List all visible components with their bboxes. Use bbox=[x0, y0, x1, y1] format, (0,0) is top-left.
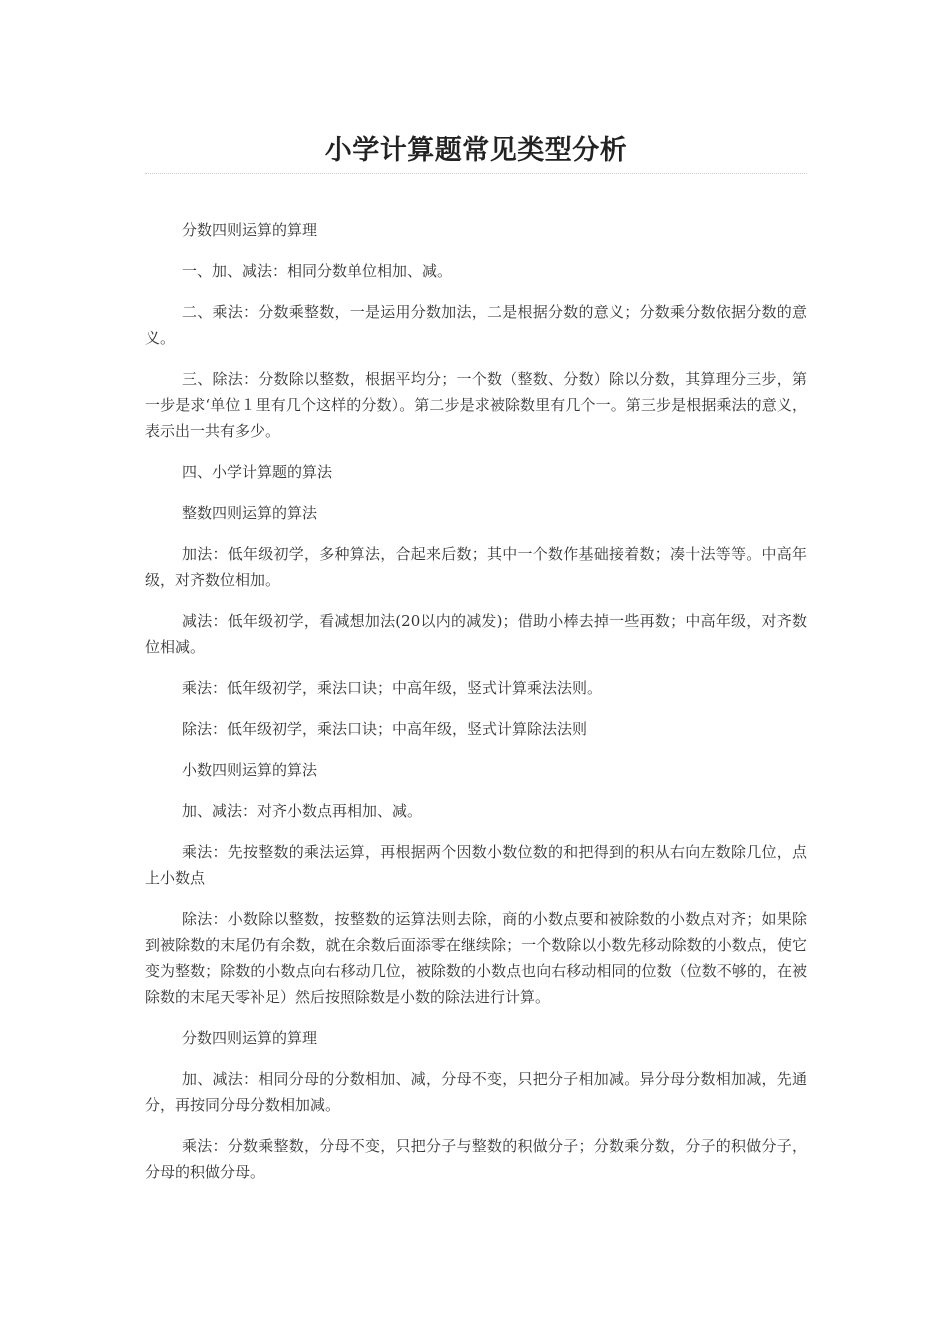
document-title: 小学计算题常见类型分析 bbox=[324, 135, 628, 166]
paragraph: 一、加、减法：相同分数单位相加、减。 bbox=[182, 262, 453, 280]
paragraph: 加、减法：对齐小数点再相加、减。 bbox=[182, 802, 423, 820]
paragraph: 除法：小数除以整数，按整数的运算法则去除，商的小数点要和被除数的小数点对齐；如果除到被除数的末尾仍有余数，就在余数后面添零在继续除；一个数除以小数先移动除数的小数点，使它变为整数；除数的小数点向右移动几位，被除数的小数点也向右移动相同的位数（位数不够的，在被除数的末尾天零补足）然后按照除数是小数的除法进行计算。 bbox=[145, 910, 807, 1006]
paragraph: 小数四则运算的算法 bbox=[182, 761, 318, 779]
paragraph: 三、除法：分数除以整数，根据平均分；一个数（整数、分数）除以分数，其算理分三步，第一步是求‘单位１里有几个这样的分数）。第二步是求被除数里有几个一。第三步是根据乘法的意义，表示出一共有多少。 bbox=[145, 370, 807, 440]
paragraph: 二、乘法：分数乘整数，一是运用分数加法，二是根据分数的意义；分数乘分数依据分数的意义。 bbox=[145, 303, 807, 347]
paragraph: 整数四则运算的算法 bbox=[182, 504, 318, 522]
document-page bbox=[145, 0, 807, 1344]
paragraph: 分数四则运算的算理 bbox=[182, 221, 318, 239]
paragraph: 乘法：先按整数的乘法运算，再根据两个因数小数位数的和把得到的积从右向左数除几位，点上小数点 bbox=[145, 843, 807, 887]
paragraph: 分数四则运算的算理 bbox=[182, 1029, 318, 1047]
paragraph: 除法：低年级初学，乘法口诀；中高年级，竖式计算除法法则 bbox=[182, 720, 588, 738]
document-body bbox=[145, 174, 807, 1185]
paragraph: 乘法：分数乘整数，分母不变，只把分子与整数的积做分子；分数乘分数，分子的积做分子，分母的积做分母。 bbox=[145, 1137, 807, 1181]
paragraph: 加、减法：相同分母的分数相加、减，分母不变，只把分子相加减。异分母分数相加减，先通分，再按同分母分数相加减。 bbox=[145, 1070, 807, 1114]
paragraph: 减法：低年级初学，看减想加法(20以内的减发)；借助小棒去掉一些再数；中高年级，对齐数位相减。 bbox=[145, 612, 807, 656]
paragraph: 加法：低年级初学，多种算法，合起来后数；其中一个数作基础接着数；凑十法等等。中高年级，对齐数位相加。 bbox=[145, 545, 807, 589]
paragraph: 乘法：低年级初学，乘法口诀；中高年级，竖式计算乘法法则。 bbox=[182, 679, 603, 697]
paragraph: 四、小学计算题的算法 bbox=[182, 463, 333, 481]
